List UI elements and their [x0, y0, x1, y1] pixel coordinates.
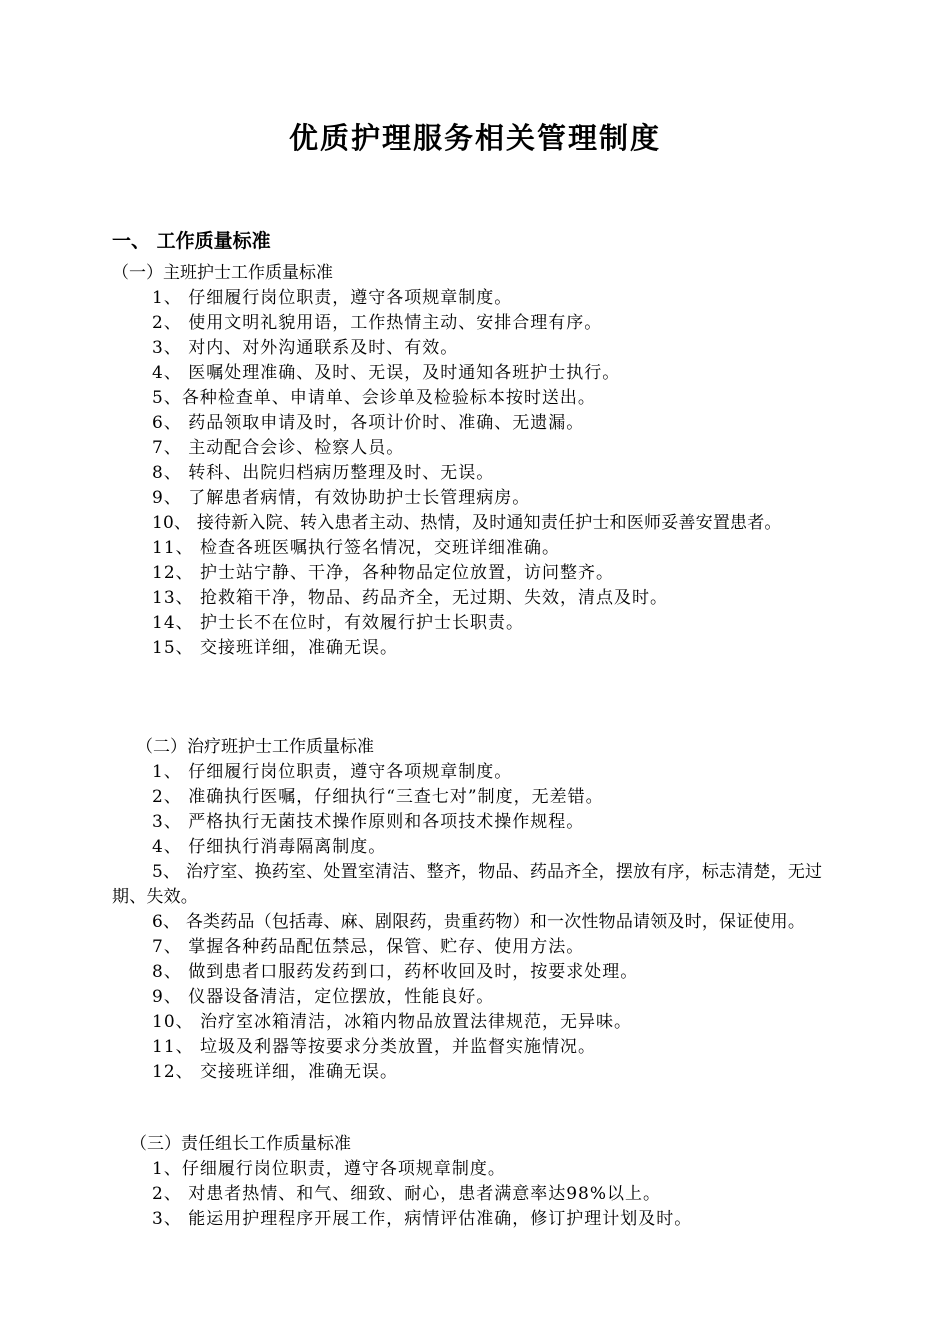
- list-item: 12、 交接班详细，准确无误。: [152, 1062, 399, 1082]
- list-item: 9、 仪器设备清洁，定位摆放，性能良好。: [152, 987, 495, 1007]
- list-item: 4、 医嘱处理准确、及时、无误，及时通知各班护士执行。: [152, 363, 621, 383]
- list-item: 8、 做到患者口服药发药到口，药杯收回及时，按要求处理。: [152, 962, 639, 982]
- list-item: 4、 仔细执行消毒隔离制度。: [152, 837, 387, 857]
- list-item: 5、各种检查单、申请单、会诊单及检验标本按时送出。: [152, 388, 596, 408]
- subsection-team-leader: [112, 1132, 842, 1232]
- list-item: 11、 垃圾及利器等按要求分类放置，并监督实施情况。: [152, 1037, 597, 1057]
- subsection-head-nurse: [112, 261, 842, 661]
- list-item: 1、 仔细履行岗位职责，遵守各项规章制度。: [152, 762, 513, 782]
- list-item: 14、 护士长不在位时，有效履行护士长职责。: [152, 613, 525, 633]
- list-item: 10、 接待新入院、转入患者主动、热情，及时通知责任护士和医师妥善安置患者。: [152, 513, 782, 533]
- list-item: 1、 仔细履行岗位职责，遵守各项规章制度。: [152, 288, 513, 308]
- list-item: 5、 治疗室、换药室、处置室清洁、整齐，物品、药品齐全，摆放有序，标志清楚，无过期、失效。: [112, 862, 823, 907]
- list-item: 1、仔细履行岗位职责，遵守各项规章制度。: [152, 1159, 506, 1179]
- subsection-heading: （一）主班护士工作质量标准: [112, 263, 333, 283]
- document-title: 优质护理服务相关管理制度: [288, 121, 661, 155]
- list-item: 13、 抢救箱干净，物品、药品齐全，无过期、失效，清点及时。: [152, 588, 669, 608]
- list-item: 7、 主动配合会诊、检察人员。: [152, 438, 405, 458]
- list-item: 2、 对患者热情、和气、细致、耐心，患者满意率达98%以上。: [152, 1184, 662, 1204]
- subsection-heading: （二）治疗班护士工作质量标准: [136, 737, 374, 757]
- list-item: 6、 各类药品（包括毒、麻、剧限药，贵重药物）和一次性物品请领及时，保证使用。: [152, 912, 806, 932]
- subsection-heading: （三）责任组长工作质量标准: [130, 1134, 351, 1154]
- list-item: 3、 严格执行无菌技术操作原则和各项技术操作规程。: [152, 812, 585, 832]
- list-item: 2、 使用文明礼貌用语，工作热情主动、安排合理有序。: [152, 313, 603, 333]
- subsection-treatment-nurse: [112, 735, 842, 1085]
- section-heading: 一、 工作质量标准: [112, 230, 271, 252]
- list-item: 6、 药品领取申请及时，各项计价时、准确、无遗漏。: [152, 413, 585, 433]
- list-item: 15、 交接班详细，准确无误。: [152, 638, 399, 658]
- list-item: 11、 检查各班医嘱执行签名情况，交班详细准确。: [152, 538, 561, 558]
- list-item: 7、 掌握各种药品配伍禁忌，保管、贮存、使用方法。: [152, 937, 585, 957]
- list-item: 3、 对内、对外沟通联系及时、有效。: [152, 338, 459, 358]
- list-item: 8、 转科、出院归档病历整理及时、无误。: [152, 463, 495, 483]
- list-item: 10、 治疗室冰箱清洁，冰箱内物品放置法律规范，无异味。: [152, 1012, 633, 1032]
- list-item: 12、 护士站宁静、干净，各种物品定位放置，访问整齐。: [152, 563, 615, 583]
- list-item: 3、 能运用护理程序开展工作，病情评估准确，修订护理计划及时。: [152, 1209, 693, 1229]
- list-item: 9、 了解患者病情，有效协助护士长管理病房。: [152, 488, 531, 508]
- list-item: 2、 准确执行医嘱，仔细执行“三查七对”制度，无差错。: [152, 787, 604, 807]
